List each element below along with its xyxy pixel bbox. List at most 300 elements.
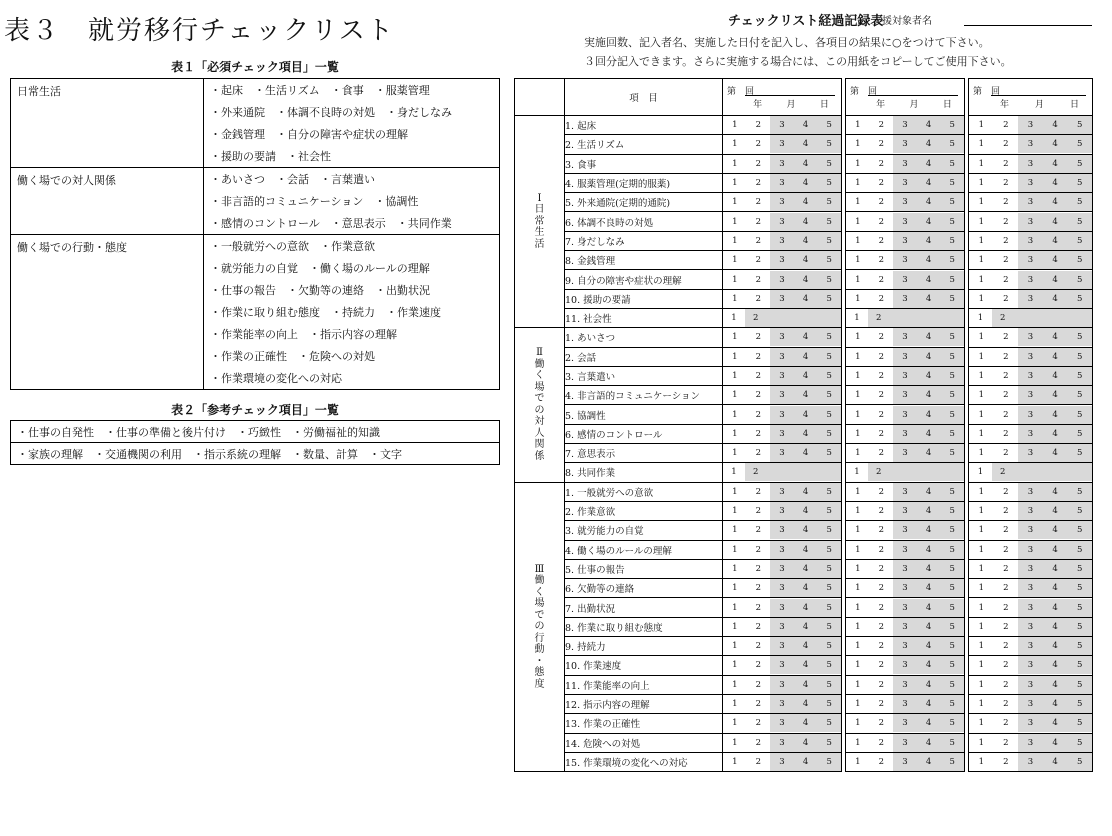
score-option[interactable]: 2 (878, 660, 885, 671)
score-option[interactable]: 3 (1018, 406, 1043, 424)
score-option[interactable]: 1 (732, 563, 738, 574)
score-option[interactable]: 3 (770, 425, 794, 443)
score-option[interactable]: 1 (732, 621, 738, 632)
score-option[interactable]: 1 (855, 718, 861, 729)
score-option[interactable]: 3 (770, 599, 794, 617)
score-cell[interactable] (723, 424, 842, 443)
score-option[interactable]: 5 (1067, 213, 1092, 231)
score-option[interactable]: 3 (770, 637, 794, 655)
score-option[interactable]: 2 (1003, 409, 1009, 420)
score-option[interactable]: 1 (978, 525, 984, 536)
round-header[interactable] (969, 79, 1093, 116)
score-option[interactable]: 4 (917, 116, 941, 134)
score-cell[interactable] (846, 579, 965, 598)
score-option[interactable]: 5 (940, 406, 964, 424)
score-cell[interactable] (846, 540, 965, 559)
score-option[interactable]: 2 (878, 737, 885, 748)
score-option[interactable]: 3 (1018, 386, 1043, 404)
score-option[interactable]: 4 (794, 695, 818, 713)
score-cell[interactable] (723, 714, 842, 733)
score-option[interactable]: 2 (755, 235, 762, 246)
score-option[interactable]: 1 (855, 641, 861, 652)
score-cell[interactable] (846, 212, 965, 231)
score-option[interactable]: 5 (1067, 232, 1092, 250)
round-header[interactable] (723, 79, 842, 116)
score-option[interactable]: 4 (917, 521, 941, 539)
score-option[interactable]: 4 (1043, 386, 1068, 404)
score-option[interactable]: 5 (1067, 174, 1092, 192)
score-option[interactable]: 5 (940, 618, 964, 636)
score-option[interactable]: 5 (817, 502, 841, 520)
score-option[interactable]: 3 (770, 232, 794, 250)
score-option[interactable]: 1 (978, 255, 984, 266)
score-option[interactable]: 3 (1018, 232, 1043, 250)
score-option[interactable]: 1 (978, 197, 984, 208)
score-option[interactable]: 5 (1067, 116, 1092, 134)
score-option[interactable]: 4 (794, 618, 818, 636)
score-option[interactable]: 5 (817, 135, 841, 153)
score-cell[interactable] (969, 173, 1093, 192)
score-option[interactable]: 2 (868, 463, 964, 481)
score-cell[interactable] (846, 116, 965, 135)
score-option[interactable]: 1 (854, 467, 860, 478)
score-option[interactable]: 1 (855, 621, 861, 632)
score-option[interactable]: 4 (917, 637, 941, 655)
score-option[interactable]: 3 (893, 348, 917, 366)
score-option[interactable]: 3 (1018, 155, 1043, 173)
score-option[interactable]: 1 (855, 255, 861, 266)
score-option[interactable]: 4 (1043, 444, 1068, 462)
subject-name-field[interactable] (964, 25, 1092, 26)
score-option[interactable]: 1 (732, 583, 738, 594)
score-option[interactable]: 4 (1043, 734, 1068, 752)
score-option[interactable]: 2 (1003, 158, 1009, 169)
score-option[interactable]: 5 (1067, 155, 1092, 173)
score-option[interactable]: 5 (1067, 406, 1092, 424)
score-cell[interactable] (723, 308, 842, 327)
score-option[interactable]: 2 (1003, 197, 1009, 208)
score-option[interactable]: 1 (855, 544, 861, 555)
score-option[interactable]: 1 (855, 756, 861, 767)
score-option[interactable]: 2 (755, 158, 762, 169)
score-option[interactable]: 4 (1043, 483, 1068, 501)
score-option[interactable]: 4 (1043, 714, 1068, 732)
score-option[interactable]: 1 (978, 679, 984, 690)
score-option[interactable]: 4 (794, 483, 818, 501)
score-cell[interactable] (846, 308, 965, 327)
score-option[interactable]: 2 (878, 718, 885, 729)
score-cell[interactable] (723, 482, 842, 501)
score-option[interactable]: 3 (893, 560, 917, 578)
score-option[interactable]: 5 (940, 483, 964, 501)
score-option[interactable]: 3 (770, 328, 794, 346)
score-cell[interactable] (969, 135, 1093, 154)
score-option[interactable]: 3 (1018, 599, 1043, 617)
score-option[interactable]: 1 (732, 699, 738, 710)
score-option[interactable]: 1 (732, 197, 738, 208)
score-option[interactable]: 2 (1003, 563, 1009, 574)
score-cell[interactable] (846, 637, 965, 656)
score-cell[interactable] (846, 231, 965, 250)
score-cell[interactable] (723, 173, 842, 192)
score-option[interactable]: 1 (732, 737, 738, 748)
score-option[interactable]: 4 (917, 618, 941, 636)
score-option[interactable]: 1 (978, 293, 984, 304)
score-option[interactable]: 2 (1003, 390, 1009, 401)
score-option[interactable]: 3 (770, 695, 794, 713)
score-option[interactable]: 1 (732, 235, 738, 246)
score-option[interactable]: 5 (817, 695, 841, 713)
score-cell[interactable] (723, 154, 842, 173)
score-option[interactable]: 1 (732, 371, 738, 381)
score-option[interactable]: 5 (940, 290, 964, 308)
score-cell[interactable] (969, 637, 1093, 656)
score-option[interactable]: 3 (1018, 714, 1043, 732)
score-option[interactable]: 4 (1043, 618, 1068, 636)
score-option[interactable]: 4 (794, 656, 818, 674)
score-cell[interactable] (846, 251, 965, 270)
score-option[interactable]: 1 (855, 120, 861, 131)
score-option[interactable]: 2 (878, 544, 885, 555)
score-cell[interactable] (723, 270, 842, 289)
score-option[interactable]: 5 (1067, 367, 1092, 385)
round-entry-line[interactable] (868, 95, 958, 96)
score-cell[interactable] (723, 251, 842, 270)
score-option[interactable]: 2 (745, 463, 841, 481)
score-cell[interactable] (723, 675, 842, 694)
score-option[interactable]: 1 (978, 139, 984, 150)
score-option[interactable]: 2 (878, 486, 885, 497)
score-cell[interactable] (723, 501, 842, 520)
score-option[interactable]: 3 (770, 271, 794, 289)
score-option[interactable]: 3 (770, 251, 794, 269)
score-option[interactable]: 2 (878, 120, 885, 131)
round-header[interactable] (846, 79, 965, 116)
score-cell[interactable] (969, 212, 1093, 231)
score-option[interactable]: 3 (893, 155, 917, 173)
score-option[interactable]: 4 (1043, 232, 1068, 250)
score-option[interactable]: 1 (855, 448, 861, 459)
score-option[interactable]: 2 (755, 178, 762, 189)
score-option[interactable]: 5 (940, 155, 964, 173)
score-option[interactable]: 5 (1067, 656, 1092, 674)
score-option[interactable]: 5 (817, 213, 841, 231)
score-option[interactable]: 1 (855, 235, 861, 246)
score-cell[interactable] (846, 347, 965, 366)
score-option[interactable]: 4 (917, 676, 941, 694)
score-option[interactable]: 4 (1043, 656, 1068, 674)
score-option[interactable]: 2 (1003, 602, 1009, 613)
score-cell[interactable] (969, 405, 1093, 424)
score-option[interactable]: 5 (1067, 251, 1092, 269)
score-option[interactable]: 1 (732, 120, 738, 131)
score-cell[interactable] (723, 328, 842, 347)
score-cell[interactable] (846, 154, 965, 173)
score-option[interactable]: 3 (893, 271, 917, 289)
score-option[interactable]: 2 (755, 351, 762, 362)
score-option[interactable]: 3 (1018, 753, 1043, 771)
score-option[interactable]: 1 (732, 332, 738, 343)
score-cell[interactable] (846, 424, 965, 443)
score-cell[interactable] (969, 617, 1093, 636)
score-cell[interactable] (723, 386, 842, 405)
score-option[interactable]: 2 (1003, 544, 1009, 555)
score-cell[interactable] (969, 386, 1093, 405)
score-option[interactable]: 2 (755, 641, 762, 652)
score-option[interactable]: 3 (770, 676, 794, 694)
score-option[interactable]: 1 (855, 737, 861, 748)
score-option[interactable]: 3 (893, 328, 917, 346)
score-option[interactable]: 1 (855, 178, 861, 189)
score-option[interactable]: 4 (794, 502, 818, 520)
score-option[interactable]: 5 (940, 251, 964, 269)
score-option[interactable]: 1 (855, 390, 861, 401)
score-option[interactable]: 5 (817, 676, 841, 694)
score-option[interactable]: 5 (817, 116, 841, 134)
score-option[interactable]: 2 (878, 448, 885, 459)
score-option[interactable]: 5 (817, 753, 841, 771)
score-option[interactable]: 3 (1018, 135, 1043, 153)
score-cell[interactable] (723, 579, 842, 598)
score-option[interactable]: 1 (732, 158, 738, 169)
score-option[interactable]: 2 (878, 216, 885, 227)
score-cell[interactable] (723, 752, 842, 771)
score-option[interactable]: 2 (755, 563, 762, 574)
score-cell[interactable] (846, 328, 965, 347)
score-option[interactable]: 3 (770, 483, 794, 501)
score-option[interactable]: 2 (878, 621, 885, 632)
score-option[interactable]: 4 (1043, 328, 1068, 346)
score-option[interactable]: 4 (917, 251, 941, 269)
score-option[interactable]: 1 (732, 390, 738, 401)
score-option[interactable]: 4 (794, 135, 818, 153)
score-option[interactable]: 5 (940, 560, 964, 578)
score-option[interactable]: 3 (893, 541, 917, 559)
score-option[interactable]: 4 (794, 406, 818, 424)
score-cell[interactable] (846, 444, 965, 463)
score-option[interactable]: 5 (940, 714, 964, 732)
score-cell[interactable] (846, 366, 965, 385)
score-cell[interactable] (723, 656, 842, 675)
score-option[interactable]: 1 (978, 544, 984, 555)
score-option[interactable]: 2 (755, 371, 762, 381)
score-option[interactable]: 2 (755, 139, 762, 150)
score-option[interactable]: 4 (917, 753, 941, 771)
score-option[interactable]: 5 (1067, 637, 1092, 655)
score-option[interactable]: 2 (878, 139, 885, 150)
score-option[interactable]: 4 (917, 193, 941, 211)
score-cell[interactable] (846, 714, 965, 733)
score-cell[interactable] (969, 752, 1093, 771)
score-option[interactable]: 5 (817, 367, 841, 385)
score-option[interactable]: 4 (1043, 116, 1068, 134)
score-option[interactable]: 2 (1003, 255, 1009, 266)
score-cell[interactable] (723, 116, 842, 135)
score-option[interactable]: 5 (1067, 599, 1092, 617)
score-option[interactable]: 4 (794, 348, 818, 366)
score-option[interactable]: 2 (868, 309, 964, 327)
score-cell[interactable] (969, 328, 1093, 347)
score-cell[interactable] (723, 366, 842, 385)
score-option[interactable]: 3 (1018, 734, 1043, 752)
score-cell[interactable] (723, 598, 842, 617)
score-option[interactable]: 2 (1003, 351, 1009, 362)
score-option[interactable]: 3 (770, 116, 794, 134)
score-option[interactable]: 5 (940, 232, 964, 250)
score-option[interactable]: 5 (1067, 444, 1092, 462)
score-option[interactable]: 4 (917, 734, 941, 752)
score-option[interactable]: 1 (855, 525, 861, 536)
score-option[interactable]: 1 (732, 679, 738, 690)
score-option[interactable]: 1 (978, 120, 984, 131)
score-option[interactable]: 4 (917, 656, 941, 674)
score-option[interactable]: 2 (755, 660, 762, 671)
score-cell[interactable] (969, 694, 1093, 713)
score-option[interactable]: 4 (1043, 753, 1068, 771)
score-option[interactable]: 2 (1003, 641, 1009, 652)
score-option[interactable]: 5 (817, 599, 841, 617)
score-option[interactable]: 1 (977, 313, 984, 324)
score-option[interactable]: 2 (755, 448, 762, 459)
score-option[interactable]: 1 (978, 660, 984, 671)
score-cell[interactable] (969, 424, 1093, 443)
score-option[interactable]: 2 (878, 390, 885, 401)
score-option[interactable]: 5 (817, 444, 841, 462)
score-option[interactable]: 2 (1003, 332, 1009, 343)
score-option[interactable]: 2 (1003, 274, 1009, 285)
score-option[interactable]: 5 (1067, 695, 1092, 713)
score-option[interactable]: 5 (940, 328, 964, 346)
score-option[interactable]: 4 (794, 174, 818, 192)
score-option[interactable]: 4 (1043, 541, 1068, 559)
score-option[interactable]: 4 (794, 155, 818, 173)
score-option[interactable]: 1 (731, 467, 737, 478)
score-option[interactable]: 3 (893, 521, 917, 539)
score-option[interactable]: 3 (770, 502, 794, 520)
score-option[interactable]: 5 (940, 386, 964, 404)
score-option[interactable]: 2 (755, 274, 762, 285)
score-cell[interactable] (969, 540, 1093, 559)
score-option[interactable]: 3 (893, 695, 917, 713)
score-cell[interactable] (723, 617, 842, 636)
score-option[interactable]: 4 (794, 425, 818, 443)
score-option[interactable]: 5 (1067, 193, 1092, 211)
score-option[interactable]: 5 (817, 193, 841, 211)
score-option[interactable]: 4 (794, 734, 818, 752)
score-option[interactable]: 2 (878, 158, 885, 169)
score-option[interactable]: 3 (893, 213, 917, 231)
score-option[interactable]: 5 (940, 502, 964, 520)
score-option[interactable]: 5 (817, 560, 841, 578)
score-option[interactable]: 2 (878, 699, 885, 710)
score-option[interactable]: 5 (1067, 579, 1092, 597)
score-option[interactable]: 1 (978, 371, 984, 381)
score-option[interactable]: 4 (1043, 251, 1068, 269)
score-option[interactable]: 5 (940, 541, 964, 559)
score-option[interactable]: 1 (978, 158, 984, 169)
score-cell[interactable] (969, 656, 1093, 675)
score-option[interactable]: 3 (893, 579, 917, 597)
score-option[interactable]: 4 (794, 193, 818, 211)
score-cell[interactable] (846, 386, 965, 405)
score-option[interactable]: 2 (1003, 120, 1009, 131)
score-option[interactable]: 5 (817, 174, 841, 192)
score-option[interactable]: 2 (755, 255, 762, 266)
score-option[interactable]: 4 (1043, 135, 1068, 153)
score-option[interactable]: 4 (917, 367, 941, 385)
score-option[interactable]: 2 (878, 506, 885, 517)
score-option[interactable]: 1 (978, 390, 984, 401)
score-option[interactable]: 2 (755, 428, 762, 439)
score-option[interactable]: 5 (817, 734, 841, 752)
score-cell[interactable] (846, 270, 965, 289)
score-option[interactable]: 3 (1018, 560, 1043, 578)
score-option[interactable]: 4 (917, 386, 941, 404)
score-option[interactable]: 2 (755, 120, 762, 131)
score-option[interactable]: 2 (1003, 235, 1009, 246)
score-option[interactable]: 5 (1067, 386, 1092, 404)
score-option[interactable]: 5 (940, 271, 964, 289)
score-option[interactable]: 3 (770, 386, 794, 404)
score-cell[interactable] (969, 193, 1093, 212)
score-option[interactable]: 1 (732, 139, 738, 150)
score-option[interactable]: 5 (940, 193, 964, 211)
score-option[interactable]: 2 (1003, 756, 1009, 767)
score-cell[interactable] (723, 135, 842, 154)
score-option[interactable]: 3 (893, 734, 917, 752)
score-cell[interactable] (969, 559, 1093, 578)
score-option[interactable]: 4 (917, 213, 941, 231)
score-option[interactable]: 4 (794, 560, 818, 578)
score-option[interactable]: 4 (917, 425, 941, 443)
score-option[interactable]: 3 (893, 116, 917, 134)
score-option[interactable]: 2 (878, 756, 885, 767)
score-option[interactable]: 3 (1018, 116, 1043, 134)
score-option[interactable]: 3 (770, 406, 794, 424)
score-option[interactable]: 5 (940, 579, 964, 597)
score-option[interactable]: 5 (940, 444, 964, 462)
score-option[interactable]: 1 (855, 602, 861, 613)
score-option[interactable]: 1 (978, 699, 984, 710)
score-option[interactable]: 2 (878, 371, 885, 381)
score-option[interactable]: 1 (731, 313, 737, 324)
score-option[interactable]: 1 (978, 583, 984, 594)
score-cell[interactable] (846, 675, 965, 694)
score-option[interactable]: 4 (917, 579, 941, 597)
score-option[interactable]: 5 (1067, 560, 1092, 578)
score-cell[interactable] (846, 521, 965, 540)
score-option[interactable]: 1 (855, 139, 861, 150)
score-option[interactable]: 1 (732, 216, 738, 227)
score-option[interactable]: 3 (770, 348, 794, 366)
score-option[interactable]: 4 (794, 599, 818, 617)
score-cell[interactable] (723, 444, 842, 463)
score-option[interactable]: 5 (1067, 676, 1092, 694)
score-option[interactable]: 2 (1003, 216, 1009, 227)
score-option[interactable]: 1 (854, 313, 860, 324)
score-option[interactable]: 1 (978, 178, 984, 189)
score-option[interactable]: 5 (1067, 483, 1092, 501)
score-option[interactable]: 3 (770, 155, 794, 173)
score-option[interactable]: 3 (1018, 193, 1043, 211)
score-option[interactable]: 1 (855, 506, 861, 517)
score-option[interactable]: 3 (770, 560, 794, 578)
score-option[interactable]: 3 (770, 714, 794, 732)
score-option[interactable]: 5 (817, 521, 841, 539)
score-option[interactable]: 2 (1003, 679, 1009, 690)
score-option[interactable]: 1 (978, 641, 984, 652)
score-option[interactable]: 1 (978, 602, 984, 613)
